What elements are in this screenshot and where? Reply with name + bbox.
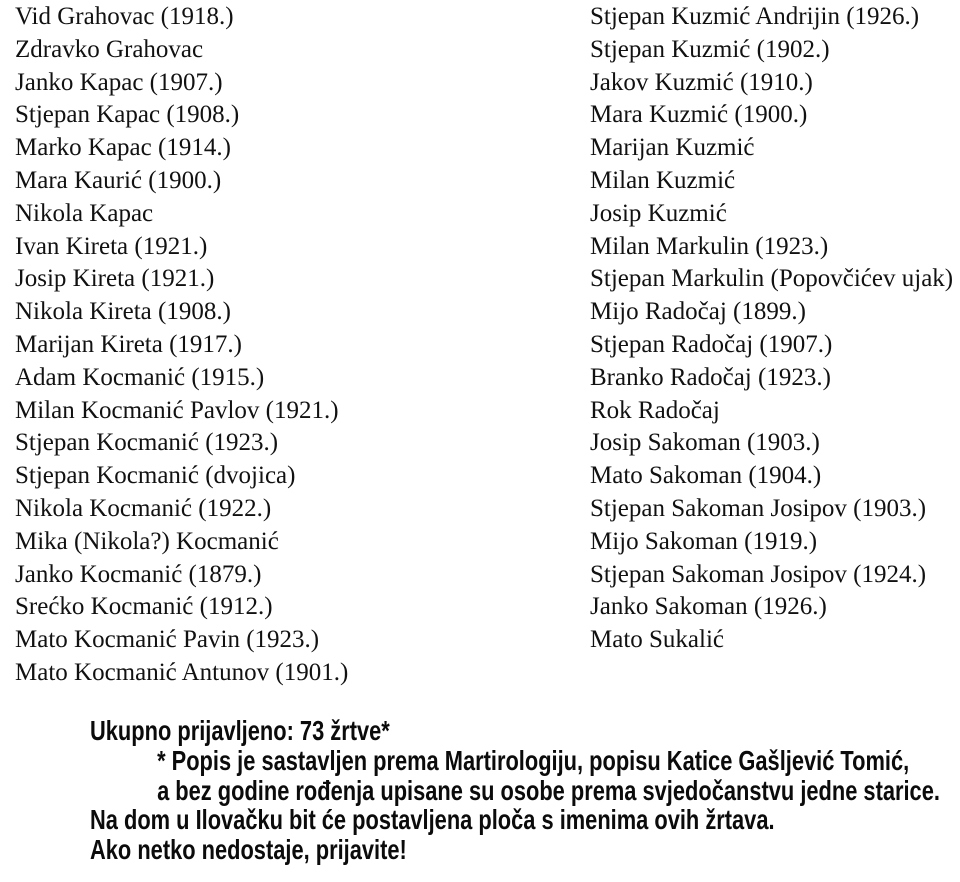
victim-entry: Ivan Kireta (1921.) (15, 232, 208, 260)
victim-entry: Stjepan Kuzmić Andrijin (1926.) (590, 3, 920, 30)
victim-entry: Milan Kocmanić Pavlov (1921.) (15, 396, 339, 424)
plaque-note-line: Na dom u Ilovačku bit će postavljena ploča s imenima ovih žrtava. (90, 804, 775, 836)
victim-entry: Branko Radočaj (1923.) (590, 363, 831, 391)
victim-entry: Stjepan Kuzmić (1902.) (590, 35, 830, 63)
total-reported-line: Ukupno prijavljeno: 73 žrtve* (90, 715, 390, 746)
victim-entry: Janko Kapac (1907.) (15, 68, 223, 96)
report-missing-line: Ako netko nedostaje, prijavite! (90, 834, 407, 866)
victims-list-right-column (590, 1, 953, 657)
victim-entry: Nikola Kapac (15, 199, 154, 227)
victim-entry: Marijan Kireta (1917.) (15, 330, 243, 358)
victim-entry: Josip Sakoman (1903.) (590, 429, 820, 457)
victim-entry: Mara Kaurić (1900.) (15, 166, 222, 194)
victim-entry: Janko Sakoman (1926.) (590, 593, 827, 621)
footnote-age-line: a bez godine rođenja upisane su osobe prema svjedočanstvu jedne starice. (157, 774, 940, 806)
victim-entry: Zdravko Grahovac (15, 35, 204, 63)
victim-entry: Nikola Kireta (1908.) (15, 298, 231, 326)
victim-entry: Mijo Radočaj (1899.) (590, 298, 806, 326)
victim-entry: Mato Kocmanić Antunov (1901.) (15, 658, 349, 686)
victim-entry: Marko Kapac (1914.) (15, 134, 231, 162)
victim-entry: Srećko Kocmanić (1912.) (15, 593, 273, 621)
victim-entry: Adam Kocmanić (1915.) (15, 363, 265, 391)
victim-entry: Milan Markulin (1923.) (590, 232, 829, 260)
victim-entry: Stjepan Sakoman Josipov (1903.) (590, 494, 927, 522)
victim-entry: Stjepan Kocmanić (dvojica) (15, 462, 296, 490)
victim-entry: Rok Radočaj (590, 396, 720, 424)
victim-entry: Stjepan Markulin (Popovčićev ujak) (590, 265, 954, 293)
victim-entry: Mato Sakoman (1904.) (590, 462, 822, 490)
footnote-source-line: * Popis je sastavljen prema Martirologiju, popisu Katice Gašljević Tomić, (157, 744, 910, 776)
victim-entry: Mika (Nikola?) Kocmanić (15, 527, 279, 555)
victim-entry: Josip Kuzmić (590, 199, 727, 227)
summary-block (90, 716, 940, 865)
victim-entry: Mato Kocmanić Pavin (1923.) (15, 626, 320, 654)
victims-list-left-column (15, 1, 348, 690)
victim-entry: Mijo Sakoman (1919.) (590, 527, 818, 555)
victim-entry: Stjepan Radočaj (1907.) (590, 330, 833, 358)
victim-entry: Mara Kuzmić (1900.) (590, 101, 808, 129)
victim-entry: Stjepan Kocmanić (1923.) (15, 429, 279, 457)
victim-entry: Vid Grahovac (1918.) (15, 3, 234, 30)
victim-entry: Stjepan Kapac (1908.) (15, 101, 240, 129)
victim-entry: Marijan Kuzmić (590, 134, 755, 162)
victim-entry: Mato Sukalić (590, 626, 725, 654)
victim-entry: Nikola Kocmanić (1922.) (15, 494, 272, 522)
victim-entry: Stjepan Sakoman Josipov (1924.) (590, 560, 927, 588)
victim-entry: Josip Kireta (1921.) (15, 265, 215, 293)
victim-entry: Jakov Kuzmić (1910.) (590, 68, 813, 96)
victim-entry: Janko Kocmanić (1879.) (15, 560, 262, 588)
victim-entry: Milan Kuzmić (590, 166, 736, 194)
